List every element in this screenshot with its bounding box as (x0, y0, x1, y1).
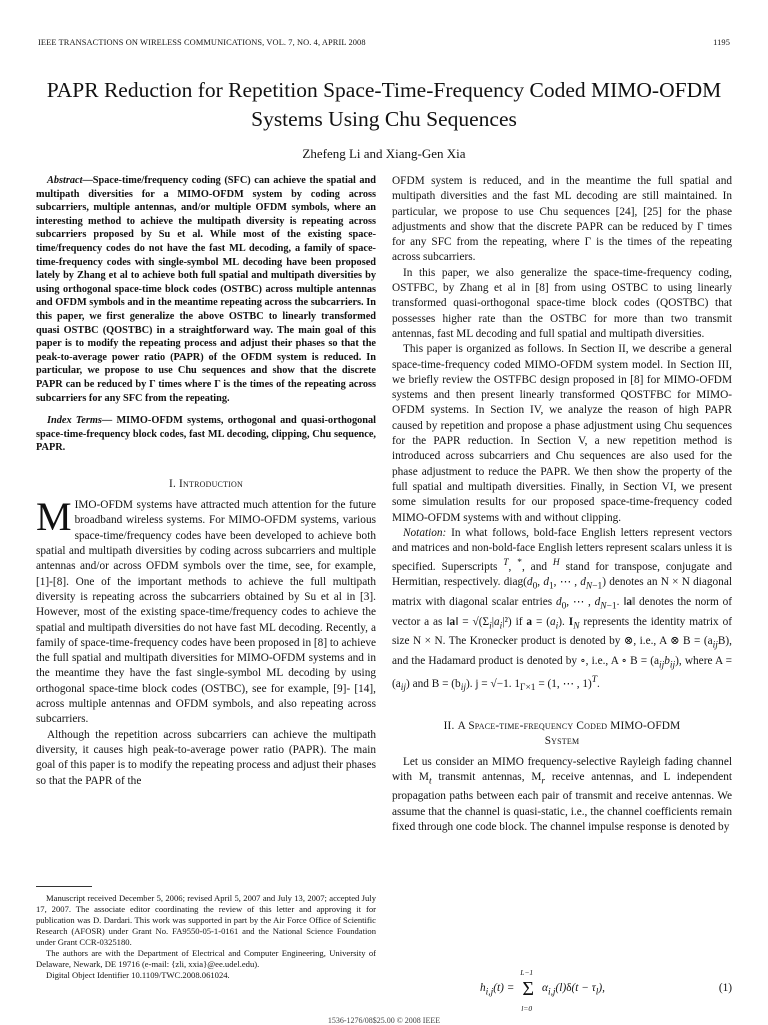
intro-paragraph-3: In this paper, we also generalize the space-time-frequency coding, OSTFBC, by Zhang et al in [8] from using OSTBC to using linearly transformed quasi-orthogonal space-time block codes (QOSTBC) that possesses higher rate than the OSTBC for more than two transmit antennas, fast ML decoding and full spatial and multipath diversities. (392, 266, 732, 340)
intro-paragraph-4: This paper is organized as follows. In Section II, we describe a general space-time-frequency coded MIMO-OFDM system model. In Section III, we briefly review the OSTFBC design proposed in [8] for MIMO-OFDM systems and then present linearly transformed QOSTFBC for MIMO-OFDM systems. In Section IV, we analyze the reason of high PAPR caused by repetition and propose a phase adjustment using Chu sequences for the PAPR reduction. In Section V, a new repetition method is introduced across subcarriers and Chu sequences are also used for the phase adjustment to reduce the PAPR. We then show the property of the full spatial and multipath diversities. Finally, in Section VI, we present some simulation results for our proposed space-time-frequency coded MIMO-OFDM systems with and without clipping. (392, 343, 732, 524)
footnotes (36, 886, 376, 981)
footnote-manuscript: Manuscript received December 5, 2006; revised April 5, 2007 and July 13, 2007; accepted July 17, 2007. The associate editor coordinating the review of this letter and approving it for publication was D. Dardari. This work was supported in part by the Air Force Office of Scientific Research (AFOSR) under Grant No. FA9550-05-1-0161 and the National Science Foundation under Grant CCR-0325180. (36, 893, 376, 947)
equation-body: $h_{i,j}(t)$ = L−1 Σ l=0 $\alpha_{i,j}(l)\delta(t - \tau_l)$, (480, 968, 605, 1013)
right-column (392, 174, 732, 835)
section-1-heading: I. Introduction (169, 477, 243, 490)
footnote-authors: The authors are with the Department of Electrical and Computer Engineering, University of Delaware, Newark, DE 19716 (e-mail: {zli, xxia}@ee.udel.edu). (36, 948, 376, 969)
index-terms-label: Index Terms (47, 415, 102, 427)
journal-name: IEEE TRANSACTIONS ON WIRELESS COMMUNICATIONS, VOL. 7, NO. 4, APRIL 2008 (38, 38, 366, 47)
equation-number: (1) (718, 982, 732, 994)
intro-paragraph-2-continued: OFDM system is reduced, and in the meantime the full spatial and multipath diversities and the fast ML decoding are still maintained. In particular, we propose to use Chu sequences [24], [25] for the phase adjustments and show that the discrete PAPR can be reduced by Γ times for any SFC from the repeating, where Γ is the times of the repeating across subcarriers. (392, 175, 732, 264)
abstract: Abstract—Space-time/frequency coding (SFC) can achieve the spatial and multipath diversities for a MIMO-OFDM system by coding across subcarriers, multiple antennas, and/or multiple OFDM symbols, where an interesting method to achieve the multipath diversity is repeating across subcarriers proposed by Su et al. While most of the existing space-time/frequency codes do not have the fast ML decoding, a family of space-time-frequency codes with single-symbol ML decoding have been proposed lately by Zhang et al to achieve both full spatial and multipath diversities by using orthogonal space-time block codes (OSTBC) across multiple antennas and OFDM symbols and in the meantime repeating across the subcarriers. In this paper, we first generalize the above OSTBC to linearly transformed quasi OSTBC (QOSTBC) in a straightforward way. The main goal of this paper is to modify the repeating process and adjust their phases so that the peak-to-average power ratio (PAPR) of the OFDM system is reduced. In particular, we propose to use Chu sequences and show that the discrete PAPR can be reduced by Γ times where Γ is the times of the repeating across subcarriers for any SFC from the repeating. Index Terms— MIMO-OFDM systems, orthogonal and quasi-orthogonal space-time-frequency block codes, fast ML decoding, clipping, Chu sequence, PAPR. (36, 175, 376, 454)
footnote-doi: Digital Object Identifier 10.1109/TWC.2008.061024. (46, 970, 230, 980)
section-2-heading: II. A Space-time-frequency Coded MIMO-OFDM System (443, 719, 681, 747)
intro-paragraph-2-start: Although the repetition across subcarriers can achieve the multipath diversity, it causes high peak-to-average power ratio (PAPR). The main goal of this paper is to modify the repeating process and adjust their phases so that the PAPR of the (36, 728, 376, 787)
footnote-rule (36, 886, 92, 887)
notation-paragraph: Notation: In what follows, bold-face English letters represent vectors and matrices and non-bold-face English letters represent scalars unless it is specified. Superscripts $^T$, *, and $^H$ stand for transpose, conjugate and Hermitian, respectively. $diag(d_0$, $d_1$, ⋯ , $d_{N-1}$) denotes an N × N diagonal matrix with diagonal scalar entries $d_0$, ⋯ , $d_{N-1}$. ‖a‖ denotes the norm of vector a as ‖a‖ = $√(\Sigma_i|a_i|^2)$ if $a = (a_i)$. $I_N$ represents the identity matrix of size N × N. The Kronecker product is denoted by ⊗, i.e., A ⊗ $B = (a_{ij}B)$, and the Hadamard product is denoted by ∘, i.e., A ∘ $B = (a_{ij}b_{ij})$, where $A = (a_{ij})$ and $B = (b_{ij})$. j = √−1. $1_{\Gamma\times 1} = (1$, ⋯ , 1)$^T$. (392, 526, 732, 694)
notation-label: Notation: (403, 526, 447, 539)
copyright-line: 1536-1276/08$25.00 © 2008 IEEE (327, 1016, 441, 1025)
page-number: 1195 (713, 38, 730, 47)
index-terms-text: MIMO-OFDM systems, orthogonal and quasi-orthogonal space-time-frequency block codes, fast ML decoding, clipping, Chu sequence, PAPR. (36, 415, 376, 454)
section-2-paragraph-1: Let us consider an MIMO frequency-selective Rayleigh fading channel with $M_t$ transmit antennas, $M_r$ receive antennas, and L independent propagation paths between each pair of transmit and receive antennas. We assume that the channel is quasi-static, i.e., the channel coefficients remain fixed through one code block. The channel impulse response is denoted by (392, 755, 733, 833)
paper-title: PAPR Reduction for Repetition Space-Time-Frequency Coded MIMO-OFDM Systems Using Chu Sequences (46, 78, 722, 131)
intro-paragraph-1: MIMO-OFDM systems have attracted much attention for the future broadband wireless systems. For MIMO-OFDM systems, various space-time/frequency codes have been developed to achieve both spatial and multipath diversities by coding across subcarriers and multiple antennas and/or across OFDM symbols over the time, see, for example, [1]-[8]. One of the important methods to achieve the full multipath diversity is repeating across the subcarriers obtained by Su et al in [3]. However, most of the existing space-time/frequency codes to achieve the spatial and multipath diversities do not have fast ML decoding. Recently, a family of space-time-frequency codes have been proposed in [8] to achieve the full spatial and multipath diversities for MIMO-OFDM systems and in the meantime they have the fast single-symbol ML decoding by using orthogonal space-time block codes (OSTBC), see for example, [9]- [14], across multiple antennas and OFDM symbols, and also repeating across subcarriers. (36, 494, 377, 726)
dropcap-letter: M (36, 494, 72, 540)
equation-1 (392, 968, 732, 1013)
abstract-label: Abstract (47, 175, 83, 186)
running-head (38, 38, 730, 47)
abstract-text: Space-time/frequency coding (SFC) can achieve the spatial and multipath diversities for a MIMO-OFDM system by coding across subcarriers, multiple antennas, and/or multiple OFDM symbols, where an interesting method to achieve the multipath diversity is repeating across subcarriers proposed by Su et al. While most of the existing space-time/frequency codes do not have the fast ML decoding, a family of space-time-frequency codes with single-symbol ML decoding have been proposed lately by Zhang et al to achieve both full spatial and multipath diversities by using orthogonal space-time block codes (OSTBC) across multiple antennas and OFDM symbols and in the meantime repeating across the subcarriers. In this paper, we first generalize the above OSTBC to linearly transformed quasi OSTBC (QOSTBC) in a straightforward way. The main goal of this paper is to modify the repeating process and adjust their phases so that the peak-to-average power ratio (PAPR) of the OFDM system is reduced. In particular, we propose to use Chu sequences and show that the discrete PAPR can be reduced by Γ times where Γ is the times of the repeating across subcarriers for any SFC from the repeating. (36, 175, 376, 404)
paper-authors: Zhefeng Li and Xiang-Gen Xia (302, 146, 466, 161)
left-column (36, 174, 376, 789)
